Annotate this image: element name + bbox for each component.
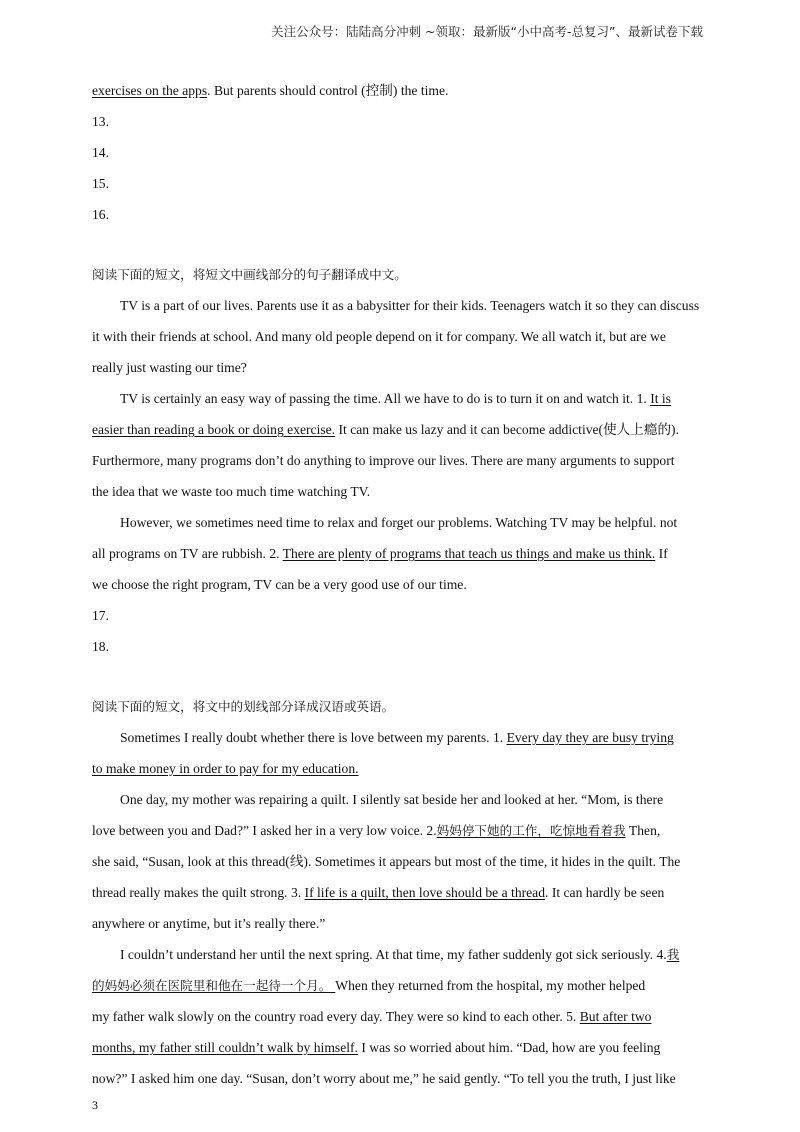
- text-span: I was so worried about him. “Dad, how are you feeling: [357, 1040, 661, 1055]
- answer-blank-16: 16.: [92, 207, 109, 222]
- text-span: all programs on TV are rubbish. 2.: [92, 546, 283, 561]
- text-line: However, we sometimes need time to relax and forget our problems. Watching TV may be helpful. not: [120, 515, 678, 530]
- text-span: I couldn’t understand her until the next spring. At that time, my father suddenly got sick seriously. 4.: [120, 947, 667, 962]
- underlined-sentence: It is: [650, 391, 671, 406]
- text-line: [92, 877, 712, 908]
- text-line: [92, 1032, 712, 1063]
- text-line: [92, 753, 712, 784]
- underlined-sentence: to make money in order to pay for my education.: [92, 761, 359, 776]
- answer-blank-14: 14.: [92, 145, 109, 160]
- page-header: 关注公众号：陆陆高分冲刺 ~领取：最新版“小中高考-总复习”、最新试卷下载: [271, 24, 703, 39]
- page-content: [92, 75, 712, 1094]
- text-line: One day, my mother was repairing a quilt. I silently sat beside her and looked at her. “Mom, is there: [120, 792, 664, 807]
- text-line: we choose the right program, TV can be a very good use of our time.: [92, 577, 467, 592]
- answer-blank-13: 13.: [92, 114, 109, 129]
- text-line: [92, 939, 712, 970]
- text-line: [92, 970, 712, 1001]
- text-line: really just wasting our time?: [92, 360, 247, 375]
- underlined-sentence: Every day they are busy trying: [506, 730, 674, 745]
- underlined-sentence: 的妈妈必须在医院里和他在一起待一个月。: [92, 978, 336, 993]
- text-span: my father walk slowly on the country road every day. They were so kind to each other. 5.: [92, 1009, 580, 1024]
- text-line: [92, 538, 712, 569]
- text-line: [92, 815, 712, 846]
- text-line: [92, 383, 712, 414]
- underlined-sentence: There are plenty of programs that teach us things and make us think.: [282, 546, 656, 561]
- text-line: now?” I asked him one day. “Susan, don’t worry about me,” he said gently. “To tell you the truth, I just like: [92, 1071, 676, 1086]
- text-line: anywhere or anytime, but it’s really there.”: [92, 916, 326, 931]
- answer-blank-15: 15.: [92, 176, 109, 191]
- text-span: love between you and Dad?” I asked her in a very low voice. 2.: [92, 823, 437, 838]
- text-span: When they returned from the hospital, my mother helped: [335, 978, 646, 993]
- text-line: the idea that we waste too much time watching TV.: [92, 484, 371, 499]
- page-number: 3: [92, 1098, 98, 1112]
- answer-blank-17: 17.: [92, 608, 109, 623]
- underlined-sentence: easier than reading a book or doing exercise.: [92, 422, 336, 437]
- underlined-sentence: 妈妈停下她的工作，吃惊地看着我: [436, 823, 626, 838]
- text-span: . It can hardly be seen: [545, 885, 665, 900]
- text-line: [92, 414, 712, 445]
- underlined-phrase: exercises on the apps: [92, 83, 208, 98]
- text-span: . But parents should control (控制) the time.: [207, 83, 449, 98]
- text-span: It can make us lazy and it can become addictive(使人上瘾的).: [335, 422, 679, 437]
- text-line: Furthermore, many programs don’t do anything to improve our lives. There are many arguments to support: [92, 453, 675, 468]
- underlined-sentence: But after two: [579, 1009, 652, 1024]
- text-line: she said, “Susan, look at this thread(线). Sometimes it appears but most of the time, it hides in the quilt. The: [92, 854, 681, 869]
- section-instruction: 阅读下面的短文，将短文中画线部分的句子翻译成中文。: [92, 267, 407, 282]
- text-span: thread really makes the quilt strong. 3.: [92, 885, 305, 900]
- underlined-sentence: 我: [666, 947, 680, 962]
- text-line: it with their friends at school. And many old people depend on it for company. We all watch it, but are we: [92, 329, 666, 344]
- answer-blank-18: 18.: [92, 639, 109, 654]
- text-span: TV is certainly an easy way of passing the time. All we have to do is to turn it on and watch it. 1.: [120, 391, 651, 406]
- text-span: Sometimes I really doubt whether there is love between my parents. 1.: [120, 730, 507, 745]
- text-line: [92, 722, 712, 753]
- text-line: TV is a part of our lives. Parents use it as a babysitter for their kids. Teenagers watch it so they can discuss: [120, 298, 700, 313]
- text-line: [92, 1001, 712, 1032]
- text-span: Then,: [625, 823, 661, 838]
- underlined-sentence: months, my father still couldn’t walk by himself.: [92, 1040, 358, 1055]
- text-line: [92, 75, 712, 106]
- underlined-sentence: If life is a quilt, then love should be a thread: [304, 885, 546, 900]
- section-instruction: 阅读下面的短文，将文中的划线部分译成汉语或英语。: [92, 699, 395, 714]
- text-span: If: [655, 546, 668, 561]
